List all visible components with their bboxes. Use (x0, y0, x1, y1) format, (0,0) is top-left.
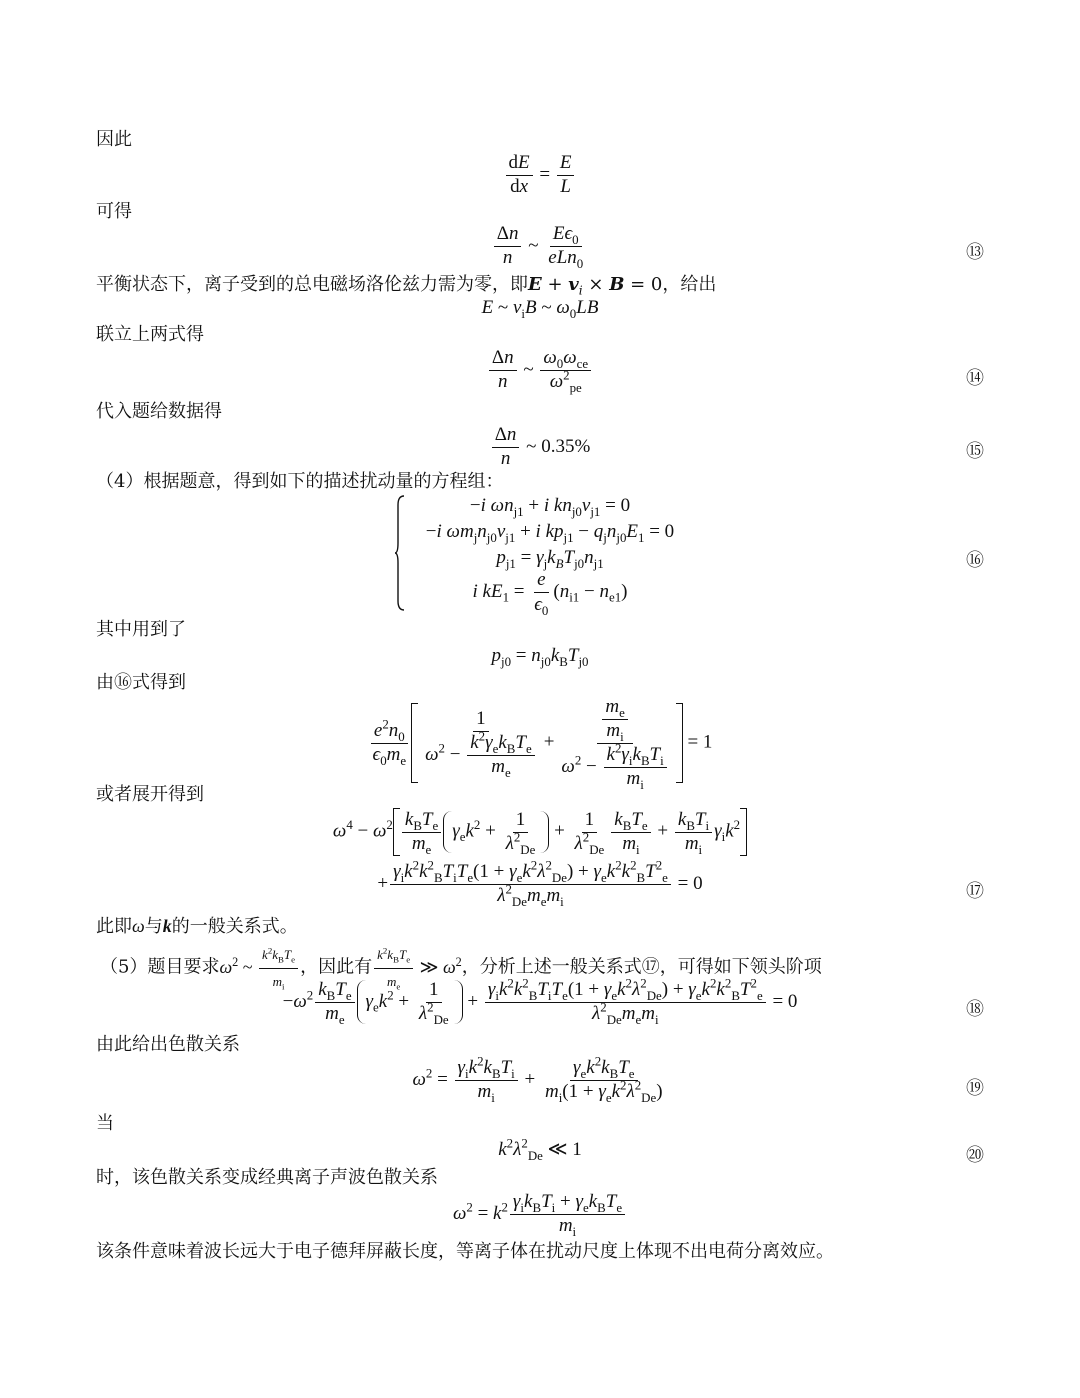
paragraph: 代入题给数据得 (96, 401, 222, 422)
equation-number: ⑱ (966, 999, 984, 1020)
equation-number: ⑲ (966, 1078, 984, 1099)
paragraph: 时，该色散关系变成经典离子声波色散关系 (96, 1167, 438, 1188)
text-span: ，可得如下领头阶项 (659, 956, 822, 978)
equation-17-line2: + $\frac{\gamma_ik^2k^2_BT_iT_e(1 + \gamma_ek^2\lambda^2_{De}) + \gamma_ek^2k^2_BT^2_e}{\lambda^2_{De}m_em_i}$ = 0 (377, 857, 703, 909)
text-span: ⑯ (114, 672, 132, 693)
paragraph: 因此 (96, 129, 132, 150)
text-span: 的一般关系式。 (171, 916, 298, 937)
equation-15: $\frac{\Delta n}{n}$ ~ 0.35% (0, 425, 1080, 470)
equation-dEdx: $\frac{dE}{dx}$ = $\frac{E}{L}$ (0, 153, 1080, 198)
paragraph: 其中用到了 (96, 619, 186, 640)
result-value: 0.35% (541, 435, 591, 457)
paragraph: 此即ω与k的一般关系式。 (96, 916, 298, 937)
text-span: ，给出 (662, 274, 717, 295)
equation-E-estimate: E ~ $v_iB$ ~ $\omega_0LB$ (481, 297, 599, 321)
equation-system-16: −i $\omega n_{j1} + i$ $kn_{j0}v_{j1} = 0$ −i $\omega m_jn_{j0}v_{j1} + i$ $kp_{j1} - q_jn_{j0}E_1 = 0$ $p_{j1} = \gamma_jk_BT_{j0}n_{j1}$ i $kE_1$ = $\frac{e}{\epsilon_0}$ $(n_{i1} - n_{e1})$ (395, 495, 695, 611)
text-span: ⑰ (641, 956, 660, 978)
paragraph: 当 (96, 1113, 114, 1134)
paragraph: （5）题目要求$\omega^2$ ~ $\frac{k^2k_BT_e}{m_i}$ ，因此有 $\frac{k^2k_BT_e}{m_e}$ ≫ $\omega^2$，分析上述一般关系式⑰，可得如下领头阶项 (100, 943, 822, 994)
text-span: 与 (144, 916, 163, 937)
text-span: （5）题目要求 (100, 956, 220, 978)
paragraph: 或者展开得到 (96, 784, 204, 805)
paragraph: 由此给出色散关系 (96, 1034, 240, 1055)
paragraph: 该条件意味着波长远大于电子德拜屏蔽长度，等离子体在扰动尺度上体现不出电荷分离效应。 (96, 1241, 834, 1262)
equation-20: $k^2\lambda^2_{De}$ ≪ 1 (498, 1135, 582, 1163)
equation-number: ⑳ (966, 1145, 984, 1166)
equation-18: $-\omega^2$ $\frac{k_BT_e}{m_e}$ $\gamma_ek^2$ + $\frac{1}{\lambda^2_{De}}$ + $\frac{\gamma_ik^2k^2_BT_iT_e(1 + \gamma_ek^2\lambda^2_{De}) + \gamma_ek^2k^2_BT^2_e}{\lambda^2_{De}m_em_i}$ = 0 (282, 975, 798, 1027)
equation-17-line1: $\omega^4 - \omega^2$ $\frac{k_BT_e}{m_e}$ $\gamma_ek^2$ + $\frac{1}{\lambda^2_{De}}$ + $\frac{1}{\lambda^2_{De}}$ $\frac{k_BT_e}{m_i}$ + $\frac{k_BT_i}{m_i}$ $\gamma_ik^2$ (0, 808, 1080, 856)
equation-number: ⑬ (966, 242, 984, 263)
equation-13: $\frac{\Delta n}{n}$ ~ $\frac{E\epsilon_0}{eLn_0}$ (0, 224, 1080, 269)
paragraph: 平衡状态下，离子受到的总电磁场洛伦兹力需为零，即$E + v_i \times B = 0$，给出 (96, 274, 717, 298)
equation-pj0: $p_{j0} = n_{j0}k_BT_{j0}$ (491, 645, 589, 669)
equation-14: $\frac{\Delta n}{n}$ ~ $\frac{\omega_0\omega_{ce}}{\omega^2_{pe}}$ (0, 348, 1080, 393)
text-span: ，分析上述一般关系式 (461, 956, 642, 978)
equation-number: ⑮ (966, 441, 984, 462)
text-span: 由 (96, 672, 114, 693)
paragraph: 可得 (96, 201, 132, 222)
equation-dispersion-full: $\frac{e^2n_0}{\epsilon_0m_e}$ 1 $\omega^2$ − $\frac{k^2\gamma_ek_BT_e}{m_e}$ + $\frac{m_e}{m_i}$ $\omega^2$ − $\frac{k^2\gamma_ik_BT_i}{m_i}$ = 1 (372, 696, 713, 792)
text-span: 此即 (96, 916, 132, 937)
text-span: 平衡状态下，离子受到的总电磁场洛伦兹力需为零，即 (96, 274, 528, 295)
paragraph (96, 671, 186, 695)
equation-number: ⑰ (966, 881, 984, 902)
equation-number: ⑭ (966, 368, 984, 389)
equation-ion-acoustic: $\omega^2 = k^2$ $\frac{\gamma_ik_BT_i + \gamma_ek_BT_e}{m_i}$ (0, 1192, 1080, 1237)
equation-number: ⑯ (966, 550, 984, 571)
left-brace-icon (395, 495, 405, 611)
text-span: ，因此有 (300, 956, 373, 978)
text-span: 式得到 (132, 672, 186, 693)
paragraph: （4）根据题意，得到如下的描述扰动量的方程组： (96, 471, 504, 492)
paragraph: 联立上两式得 (96, 324, 204, 345)
equation-19: $\omega^2$ = $\frac{\gamma_ik^2k_BT_i}{m_i}$ + $\frac{\gamma_ek^2k_BT_e}{m_i(1 + \gamma_ek^2\lambda^2_{De})}$ (412, 1053, 663, 1105)
